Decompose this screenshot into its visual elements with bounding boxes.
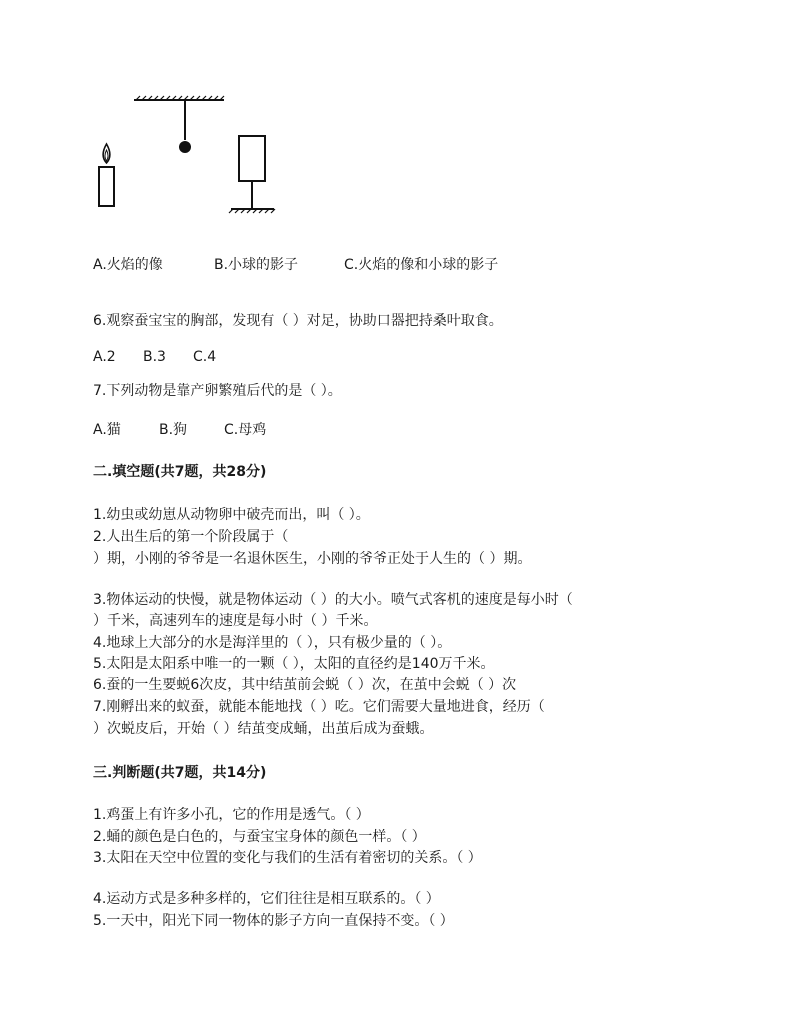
true-false-line: 4.运动方式是多种多样的，它们往往是相互联系的。（ ）: [93, 891, 440, 907]
q6-option-a: A.2: [93, 349, 116, 365]
fill-blank-line: 1.幼虫或幼崽从动物卵中破壳而出，叫（ ）。: [93, 507, 370, 523]
q6-option-b: B.3: [143, 349, 166, 365]
section-3-heading: 三.判断题(共7题，共14分): [93, 765, 267, 781]
true-false-line: 3.太阳在天空中位置的变化与我们的生活有着密切的关系。（ ）: [93, 850, 482, 866]
q5-options: [93, 255, 498, 275]
q5-option-a: A.火焰的像: [93, 257, 163, 273]
section-2-heading: 二.填空题(共7题，共28分): [93, 464, 267, 480]
q7-options: [93, 420, 266, 440]
fill-blank-line: ）期，小刚的爷爷是一名退休医生，小刚的爷爷正处于人生的（ ）期。: [93, 551, 532, 567]
fill-blank-line: 2.人出生后的第一个阶段属于（: [93, 529, 289, 545]
q5-option-b: B.小球的影子: [214, 257, 299, 273]
q7-question: 7.下列动物是靠产卵繁殖后代的是（ ）。: [93, 383, 342, 399]
q6-question: 6.观察蚕宝宝的胸部，发现有（ ）对足，协助口器把持桑叶取食。: [93, 313, 503, 329]
q7-option-c: C.母鸡: [224, 422, 267, 438]
fill-blank-line: 7.刚孵出来的蚁蚕，就能本能地找（ ）吃。它们需要大量地进食，经历（: [93, 699, 545, 715]
fill-blank-line: ）次蜕皮后，开始（ ）结茧变成蛹，出茧后成为蚕蛾。: [93, 721, 434, 737]
q7-option-a: A.猫: [93, 422, 121, 438]
fill-blank-line: 4.地球上大部分的水是海洋里的（ ），只有极少量的（ ）。: [93, 635, 452, 651]
q5-option-c: C.火焰的像和小球的影子: [344, 257, 499, 273]
q6-options: [93, 347, 216, 367]
true-false-line: 2.蛹的颜色是白色的，与蚕宝宝身体的颜色一样。（ ）: [93, 829, 426, 845]
q7-option-b: B.狗: [159, 422, 188, 438]
screen-on-stand: [229, 136, 275, 213]
experiment-figure: [90, 90, 290, 220]
ceiling-mount: [134, 96, 224, 140]
fill-blank-line: ）千米，高速列车的速度是每小时（ ）千米。: [93, 613, 378, 629]
fill-blank-line: 6.蚕的一生要蜕6次皮，其中结茧前会蜕（ ）次，在茧中会蜕（ ）次: [93, 677, 517, 693]
true-false-line: 1.鸡蛋上有许多小孔，它的作用是透气。（ ）: [93, 807, 370, 823]
true-false-line: 5.一天中，阳光下同一物体的影子方向一直保持不变。（ ）: [93, 913, 454, 929]
q6-option-c: C.4: [193, 349, 217, 365]
hanging-ball: [179, 141, 191, 153]
fill-blank-line: 3.物体运动的快慢，就是物体运动（ ）的大小。喷气式客机的速度是每小时（: [93, 592, 573, 608]
fill-blank-line: 5.太阳是太阳系中唯一的一颗（ ），太阳的直径约是140万千米。: [93, 656, 495, 672]
candle: [99, 144, 114, 206]
